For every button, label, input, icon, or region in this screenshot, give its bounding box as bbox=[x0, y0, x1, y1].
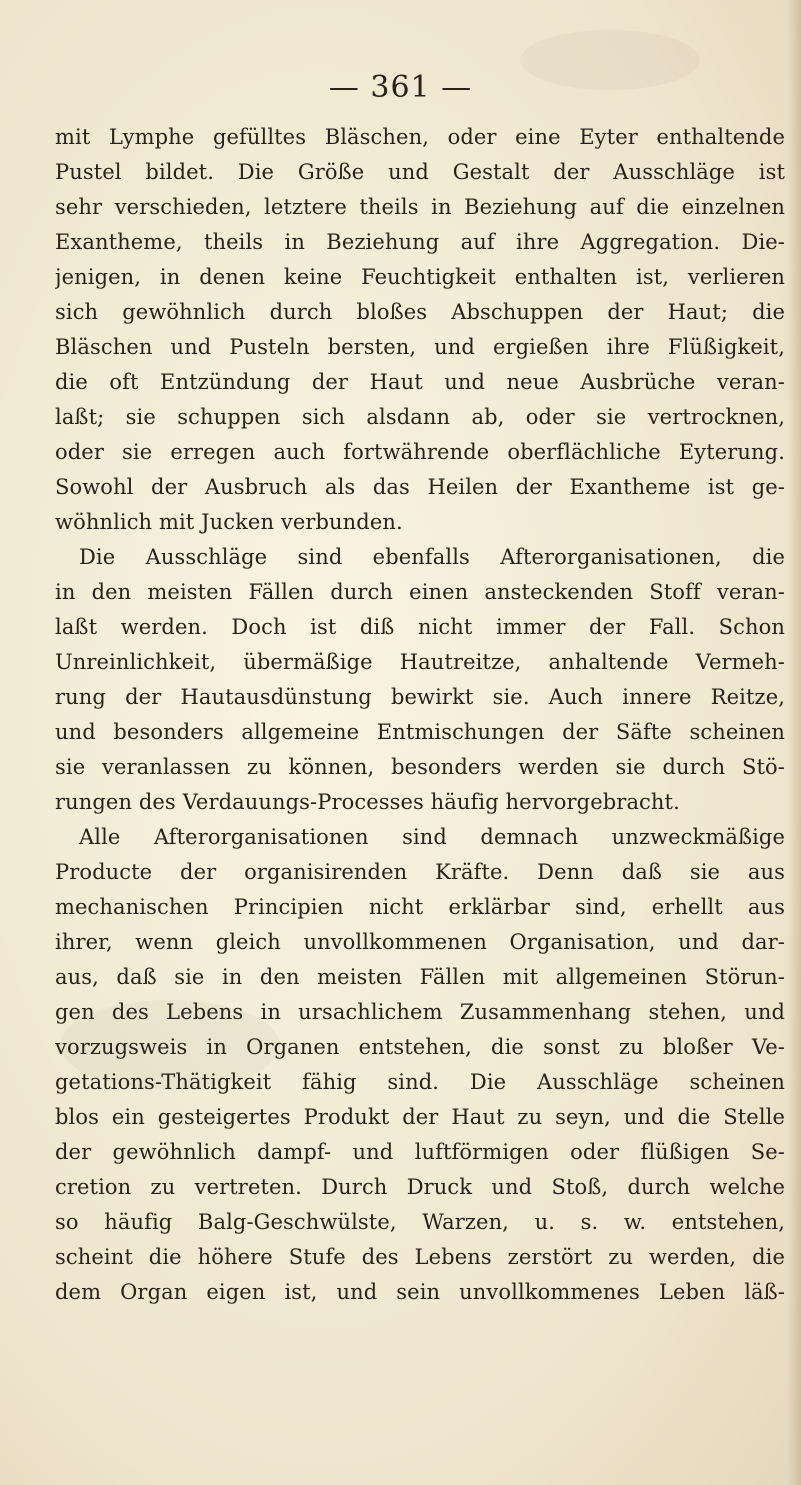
page-number: — 361 — bbox=[328, 70, 473, 105]
text-line: sich gewöhnlich durch bloßes Abschuppen der Haut; die bbox=[55, 300, 785, 324]
text-line: dem Organ eigen ist, und sein unvollkommenes Leben läß- bbox=[55, 1280, 785, 1304]
text-line: mechanischen Principien nicht erklärbar sind, erhellt aus bbox=[55, 895, 785, 919]
text-line: und besonders allgemeine Entmischungen der Säfte scheinen bbox=[55, 720, 785, 744]
text-line: blos ein gesteigertes Produkt der Haut zu seyn, und die Stelle bbox=[55, 1105, 785, 1129]
body-text bbox=[55, 120, 785, 1310]
text-line: wöhnlich mit Jucken verbunden. bbox=[55, 510, 403, 534]
text-line: Exantheme, theils in Beziehung auf ihre Aggregation. Die- bbox=[55, 230, 785, 254]
text-line: laßt werden. Doch ist diß nicht immer der Fall. Schon bbox=[55, 615, 785, 639]
text-line: sie veranlassen zu können, besonders werden sie durch Stö- bbox=[55, 755, 785, 779]
page-edge bbox=[787, 0, 801, 1485]
text-line: sehr verschieden, letztere theils in Beziehung auf die einzelnen bbox=[55, 195, 785, 219]
text-line: scheint die höhere Stufe des Lebens zerstört zu werden, die bbox=[55, 1245, 785, 1269]
text-line: der gewöhnlich dampf- und luftförmigen oder flüßigen Se- bbox=[55, 1140, 785, 1164]
text-line: aus, daß sie in den meisten Fällen mit allgemeinen Störun- bbox=[55, 965, 785, 989]
text-line: getations-Thätigkeit fähig sind. Die Ausschläge scheinen bbox=[55, 1070, 785, 1094]
text-line: die oft Entzündung der Haut und neue Ausbrüche veran- bbox=[55, 370, 785, 394]
text-line: gen des Lebens in ursachlichem Zusammenhang stehen, und bbox=[55, 1000, 785, 1024]
text-line: oder sie erregen auch fortwährende oberflächliche Eyterung. bbox=[55, 440, 785, 464]
text-line: vorzugsweis in Organen entstehen, die sonst zu bloßer Ve- bbox=[55, 1035, 785, 1059]
text-line: Sowohl der Ausbruch als das Heilen der Exantheme ist ge- bbox=[55, 475, 785, 499]
text-line: rungen des Verdauungs-Processes häufig hervorgebracht. bbox=[55, 790, 680, 814]
text-line: Alle Afterorganisationen sind demnach unzweckmäßige bbox=[79, 825, 785, 849]
page-header bbox=[0, 70, 801, 110]
text-line: so häufig Balg-Geschwülste, Warzen, u. s. w. entstehen, bbox=[55, 1210, 785, 1234]
text-line: Die Ausschläge sind ebenfalls Afterorganisationen, die bbox=[79, 545, 785, 569]
text-line: ihrer, wenn gleich unvollkommenen Organisation, und dar- bbox=[55, 930, 785, 954]
text-line: mit Lymphe gefülltes Bläschen, oder eine Eyter enthaltende bbox=[55, 125, 785, 149]
text-line: laßt; sie schuppen sich alsdann ab, oder sie vertrocknen, bbox=[55, 405, 785, 429]
text-line: cretion zu vertreten. Durch Druck und Stoß, durch welche bbox=[55, 1175, 785, 1199]
text-line: jenigen, in denen keine Feuchtigkeit enthalten ist, verlieren bbox=[55, 265, 785, 289]
text-line: rung der Hautausdünstung bewirkt sie. Auch innere Reitze, bbox=[55, 685, 785, 709]
text-line: in den meisten Fällen durch einen ansteckenden Stoff veran- bbox=[55, 580, 785, 604]
text-line: Pustel bildet. Die Größe und Gestalt der Ausschläge ist bbox=[55, 160, 785, 184]
text-line: Producte der organisirenden Kräfte. Denn daß sie aus bbox=[55, 860, 785, 884]
text-line: Bläschen und Pusteln bersten, und ergießen ihre Flüßigkeit, bbox=[55, 335, 785, 359]
text-line: Unreinlichkeit, übermäßige Hautreitze, anhaltende Vermeh- bbox=[55, 650, 785, 674]
